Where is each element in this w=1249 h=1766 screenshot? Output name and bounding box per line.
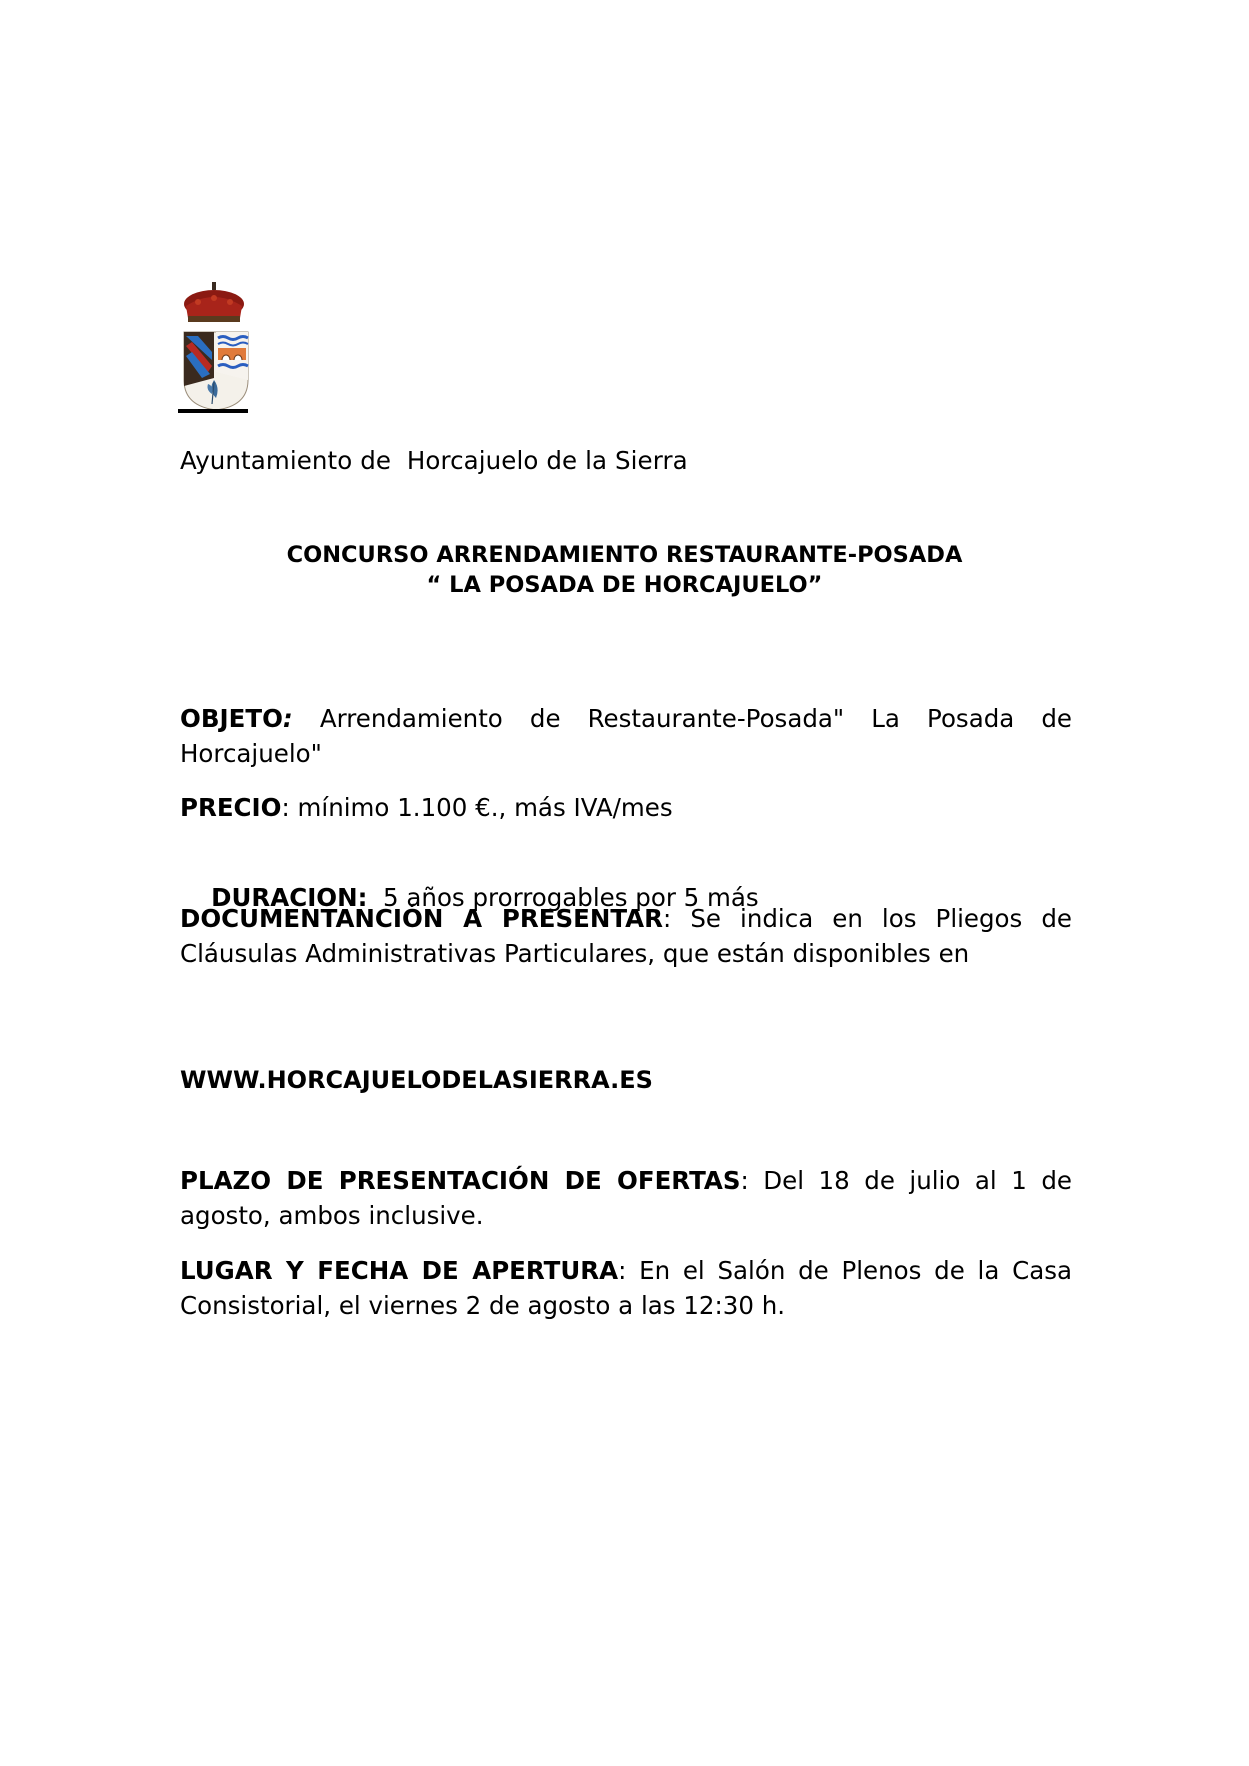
plazo-text: Del 18 de julio al 1 de agosto, ambos inclusive. (180, 1166, 1072, 1230)
section-documentacion (180, 901, 1072, 971)
document-title (0, 540, 1249, 600)
documentacion-label: DOCUMENTANCIÓN A PRESENTAR (180, 904, 664, 933)
precio-label: PRECIO (180, 793, 282, 822)
title-line-2: “ LA POSADA DE HORCAJUELO” (426, 572, 823, 598)
plazo-label: PLAZO DE PRESENTACIÓN DE OFERTAS (180, 1166, 741, 1195)
documentacion-separator: : (663, 904, 672, 933)
section-objeto (180, 701, 1072, 771)
precio-text: mínimo 1.100 €., más IVA/mes (289, 793, 673, 822)
objeto-label: OBJETO (180, 704, 283, 733)
plazo-separator: : (740, 1166, 749, 1195)
website-link[interactable]: WWW.HORCAJUELODELASIERRA.ES (180, 1066, 653, 1094)
organization-name: Ayuntamiento de Horcajuelo de la Sierra (180, 446, 688, 475)
section-plazo (180, 1163, 1072, 1233)
coat-of-arms-icon (178, 280, 254, 412)
title-line-1: CONCURSO ARRENDAMIENTO RESTAURANTE-POSADA (286, 542, 963, 568)
section-precio (180, 790, 1072, 825)
apertura-label: LUGAR Y FECHA DE APERTURA (180, 1256, 619, 1285)
duracion-label: DURACION: (211, 883, 368, 912)
objeto-text: Arrendamiento de Restaurante-Posada" La Posada de Horcajuelo" (180, 704, 1072, 768)
precio-separator: : (281, 793, 290, 822)
crest-underline (178, 409, 248, 413)
documentacion-text: Se indica en los Pliegos de Cláusulas Administrativas Particulares, que están disponibles en (180, 904, 1072, 968)
apertura-text: En el Salón de Plenos de la Casa Consistorial, el viernes 2 de agosto a las 12:30 h. (180, 1256, 1072, 1320)
section-apertura (180, 1253, 1072, 1323)
objeto-separator: : (282, 704, 293, 733)
apertura-separator: : (618, 1256, 627, 1285)
duracion-text: 5 años prorrogables por 5 más (367, 883, 759, 912)
